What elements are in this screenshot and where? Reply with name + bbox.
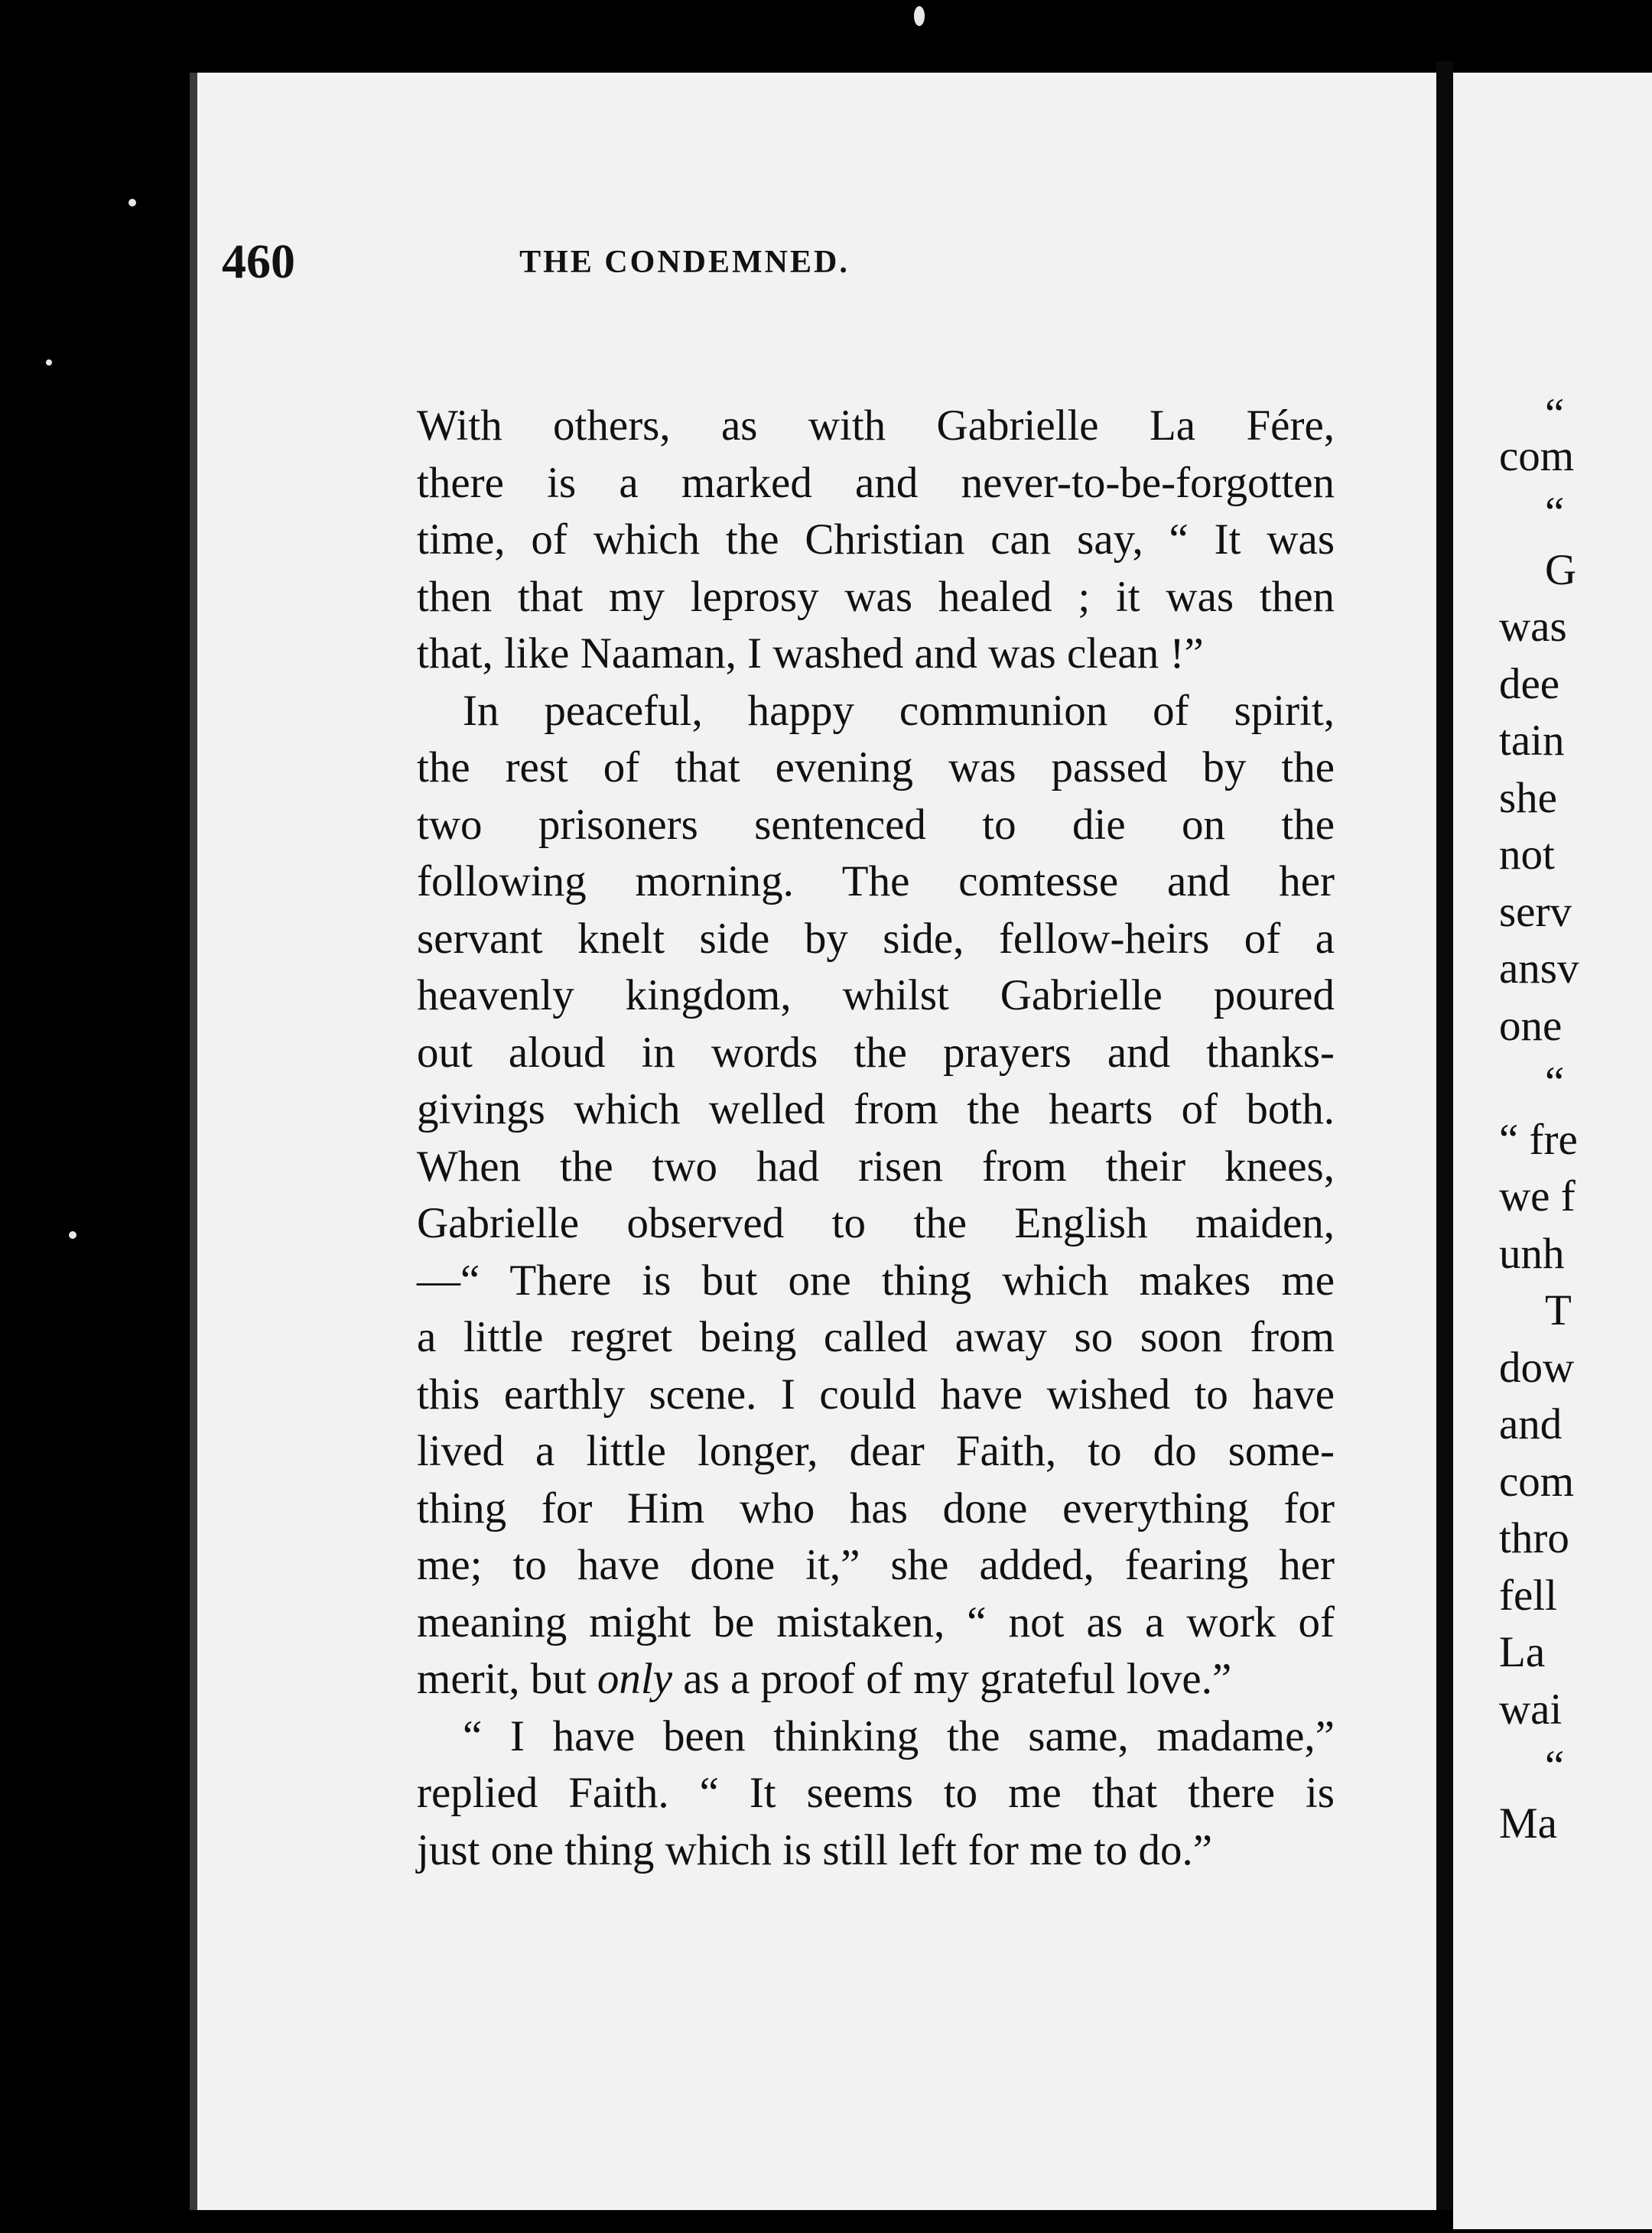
emphasis: only bbox=[597, 1655, 673, 1703]
scan-speck bbox=[69, 1231, 76, 1239]
text-line: meaning might be mistaken, “ not as a work of bbox=[417, 1598, 1335, 1646]
fragment-line: and bbox=[1499, 1400, 1563, 1448]
fragment-line: dee bbox=[1499, 659, 1560, 708]
fragment-line: one bbox=[1499, 1001, 1563, 1050]
text-line: that, like Naaman, I washed and was clean !” bbox=[417, 629, 1204, 678]
page-gutter bbox=[1436, 61, 1453, 2210]
fragment-line: not bbox=[1499, 830, 1555, 879]
fragment-line: com bbox=[1499, 431, 1575, 480]
fragment-line: “ bbox=[1545, 390, 1565, 438]
fragment-line: Ma bbox=[1499, 1799, 1557, 1848]
text-line: replied Faith. “ It seems to me that there is bbox=[417, 1769, 1335, 1817]
scan-speck bbox=[914, 6, 925, 26]
text-line: thing for Him who has done everything for bbox=[417, 1484, 1335, 1533]
fragment-line: unh bbox=[1499, 1229, 1565, 1278]
text-line: then that my leprosy was healed ; it was then bbox=[417, 572, 1335, 621]
text-line: In peaceful, happy communion of spirit, bbox=[463, 686, 1335, 735]
text-line: this earthly scene. I could have wished to have bbox=[417, 1370, 1335, 1419]
text-line: just one thing which is still left for me to do.” bbox=[417, 1825, 1213, 1874]
text-line bbox=[417, 1651, 1335, 1708]
text-line: out aloud in words the prayers and thanks- bbox=[417, 1028, 1335, 1077]
adjacent-page bbox=[1453, 73, 1652, 2229]
fragment-line: we f bbox=[1499, 1172, 1576, 1221]
scan-speck bbox=[128, 199, 136, 206]
fragment-line: serv bbox=[1499, 887, 1572, 936]
fragment-line: La bbox=[1499, 1628, 1546, 1676]
adjacent-page-fragments bbox=[1499, 386, 1579, 1852]
text-line: givings which welled from the hearts of both. bbox=[417, 1085, 1335, 1133]
fragment-line: wai bbox=[1499, 1685, 1563, 1734]
text-line: —“ There is but one thing which makes me bbox=[417, 1256, 1335, 1305]
fragment-line: tain bbox=[1499, 717, 1565, 765]
running-head bbox=[222, 233, 1048, 294]
fragment-line: G bbox=[1545, 545, 1577, 594]
fragment-line: dow bbox=[1499, 1343, 1575, 1392]
text-line: servant knelt side by side, fellow-heirs of a bbox=[417, 914, 1335, 963]
fragment-line: “ fre bbox=[1499, 1115, 1578, 1164]
fragment-line: “ bbox=[1545, 1058, 1565, 1107]
text-line: a little regret being called away so soon from bbox=[417, 1313, 1335, 1361]
fragment-line: T bbox=[1545, 1286, 1572, 1334]
fragment-line: “ bbox=[1545, 489, 1565, 537]
fragment-line: was bbox=[1499, 603, 1567, 651]
fragment-line: “ bbox=[1545, 1742, 1565, 1790]
text-line: Gabrielle observed to the English maiden, bbox=[417, 1199, 1335, 1247]
fragment-line: she bbox=[1499, 773, 1557, 822]
text-line: lived a little longer, dear Faith, to do some- bbox=[417, 1427, 1335, 1475]
text-line: following morning. The comtesse and her bbox=[417, 857, 1335, 905]
page-number: 460 bbox=[222, 234, 295, 288]
text-line: two prisoners sentenced to die on the bbox=[417, 800, 1335, 849]
running-title: THE CONDEMNED. bbox=[519, 245, 850, 280]
scan-speck bbox=[46, 359, 52, 366]
body-text bbox=[417, 398, 1335, 1879]
text-line: there is a marked and never-to-be-forgotten bbox=[417, 458, 1335, 507]
text-line: heavenly kingdom, whilst Gabrielle poured bbox=[417, 971, 1335, 1019]
fragment-line: fell bbox=[1499, 1571, 1557, 1620]
text-fragment: merit, but bbox=[417, 1655, 597, 1703]
text-line: time, of which the Christian can say, “ It was bbox=[417, 515, 1335, 564]
text-line: me; to have done it,” she added, fearing her bbox=[417, 1541, 1335, 1589]
text-line: When the two had risen from their knees, bbox=[417, 1142, 1335, 1191]
text-line: With others, as with Gabrielle La Fére, bbox=[417, 401, 1335, 450]
fragment-line: com bbox=[1499, 1457, 1575, 1506]
text-fragment: as a proof of my grateful love.” bbox=[672, 1655, 1232, 1703]
fragment-line: ansv bbox=[1499, 944, 1579, 993]
text-line: “ I have been thinking the same, madame,” bbox=[463, 1711, 1335, 1760]
fragment-line: thro bbox=[1499, 1514, 1569, 1562]
text-line: the rest of that evening was passed by the bbox=[417, 743, 1335, 791]
